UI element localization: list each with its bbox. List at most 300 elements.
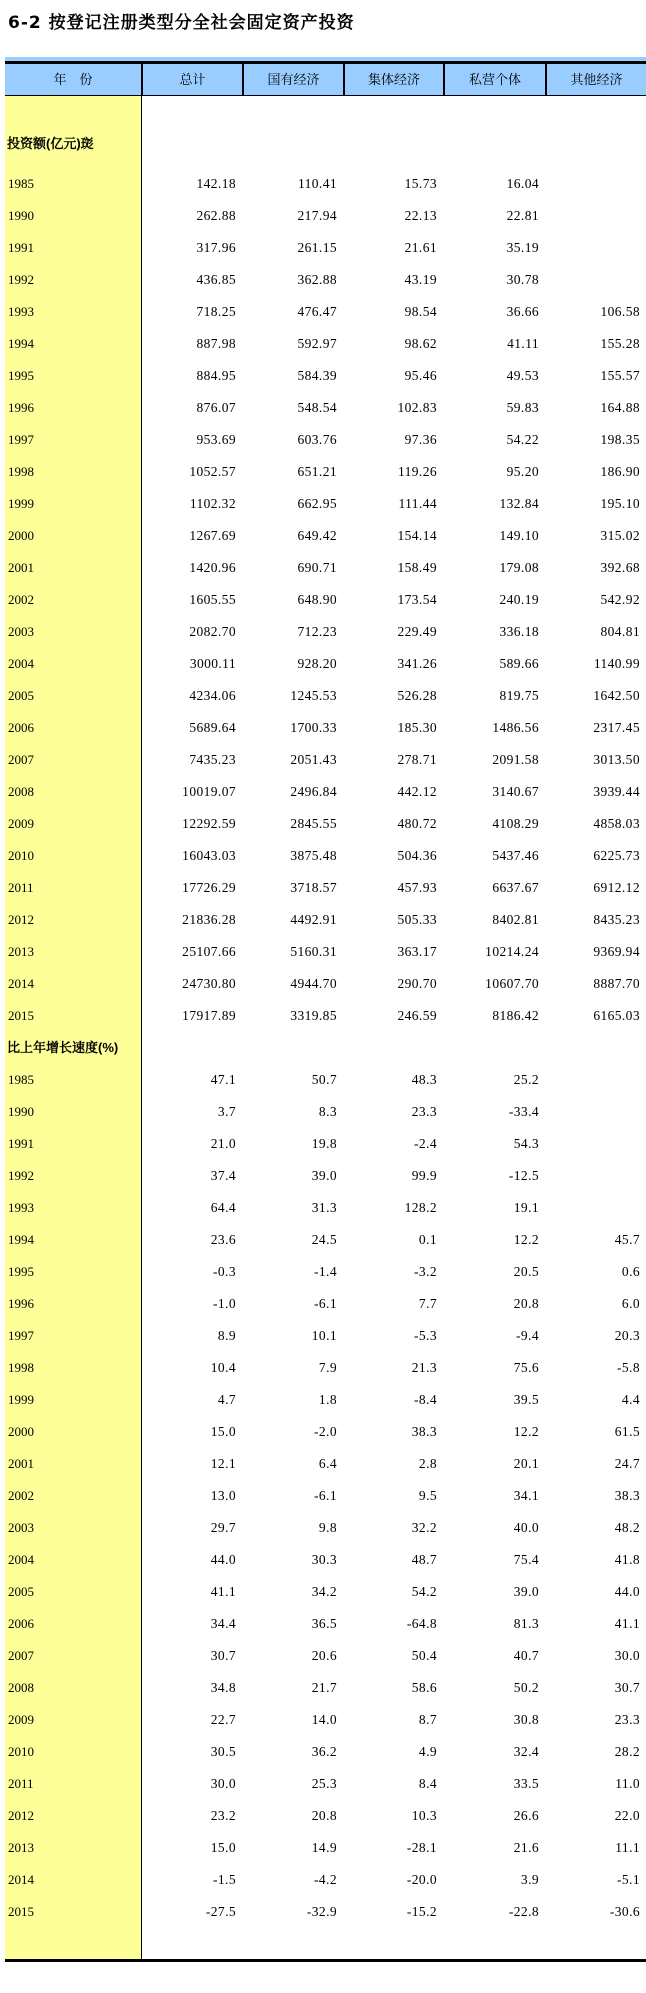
value-cell: 25.3 — [311, 1776, 337, 1791]
page-title: 6-2 按登记注册类型分全社会固定资产投资 — [8, 13, 355, 33]
value-cell: 651.21 — [297, 464, 337, 479]
value-cell: 164.88 — [600, 400, 640, 415]
table-row — [5, 424, 646, 456]
year-cell: 1999 — [8, 496, 34, 511]
value-cell: -12.5 — [508, 1168, 539, 1183]
value-cell: 278.71 — [397, 752, 437, 767]
year-cell: 2004 — [8, 656, 34, 671]
year-cell: 1995 — [8, 1264, 34, 1279]
value-cell: 20.5 — [513, 1264, 539, 1279]
value-cell: 155.28 — [600, 336, 640, 351]
value-cell: 1.8 — [318, 1392, 337, 1407]
table-row — [5, 232, 646, 264]
year-cell: 2013 — [8, 944, 34, 959]
value-cell: 21.6 — [513, 1840, 539, 1855]
value-cell: 23.3 — [411, 1104, 437, 1119]
value-cell: 99.9 — [411, 1168, 437, 1183]
value-cell: 4234.06 — [189, 688, 236, 703]
year-cell: 2005 — [8, 688, 34, 703]
value-cell: 95.46 — [404, 368, 437, 383]
value-cell: 179.08 — [499, 560, 539, 575]
value-cell: -30.6 — [609, 1904, 640, 1919]
value-cell: 30.5 — [210, 1744, 236, 1759]
value-cell: 10.1 — [311, 1328, 337, 1343]
table-row — [5, 1896, 646, 1928]
value-cell: 2082.70 — [189, 624, 236, 639]
value-cell: 3718.57 — [290, 880, 337, 895]
value-cell: 3000.11 — [189, 656, 236, 671]
value-cell: 64.4 — [210, 1200, 236, 1215]
value-cell: 32.4 — [513, 1744, 539, 1759]
value-cell: 10.3 — [411, 1808, 437, 1823]
value-cell: 36.2 — [311, 1744, 337, 1759]
value-cell: -5.1 — [617, 1872, 640, 1887]
value-cell: 49.53 — [506, 368, 539, 383]
value-cell: 336.18 — [499, 624, 539, 639]
value-cell: 505.33 — [397, 912, 437, 927]
value-cell: 58.6 — [411, 1680, 437, 1695]
year-cell: 2015 — [8, 1904, 34, 1919]
value-cell: 0.6 — [621, 1264, 640, 1279]
value-cell: 1267.69 — [189, 528, 236, 543]
value-cell: 589.66 — [499, 656, 539, 671]
value-cell: -3.2 — [414, 1264, 437, 1279]
value-cell: 4944.70 — [290, 976, 337, 991]
value-cell: 436.85 — [196, 272, 236, 287]
column-header-3: 集体经济 — [343, 64, 443, 95]
value-cell — [545, 264, 646, 296]
value-cell: 33.5 — [513, 1776, 539, 1791]
value-cell: 392.68 — [600, 560, 640, 575]
value-cell: 19.8 — [311, 1136, 337, 1151]
value-cell: 1102.32 — [189, 496, 236, 511]
value-cell: 12292.59 — [182, 816, 236, 831]
value-cell: 3140.67 — [492, 784, 539, 799]
value-cell: 41.1 — [210, 1584, 236, 1599]
value-cell: 48.3 — [411, 1072, 437, 1087]
value-cell: 10019.07 — [182, 784, 236, 799]
value-cell: 16043.03 — [182, 848, 236, 863]
table-row — [5, 936, 646, 968]
value-cell: 119.26 — [397, 464, 437, 479]
value-cell: 457.93 — [397, 880, 437, 895]
value-cell: 4492.91 — [290, 912, 337, 927]
year-cell: 2001 — [8, 560, 34, 575]
value-cell: 30.78 — [506, 272, 539, 287]
value-cell: 8.3 — [318, 1104, 337, 1119]
value-cell — [545, 1096, 646, 1128]
value-cell: 17917.89 — [182, 1008, 236, 1023]
value-cell: 34.2 — [311, 1584, 337, 1599]
table-row — [5, 1768, 646, 1800]
value-cell: -32.9 — [306, 1904, 337, 1919]
table-row — [5, 1800, 646, 1832]
value-cell: 6912.12 — [593, 880, 640, 895]
year-cell: 1993 — [8, 1200, 34, 1215]
column-header-0: 年 份 — [53, 71, 93, 87]
year-cell: 2007 — [8, 752, 34, 767]
value-cell: 7.7 — [418, 1296, 437, 1311]
value-cell: 1605.55 — [189, 592, 236, 607]
year-cell: 2006 — [8, 720, 34, 735]
year-cell: 2006 — [8, 1616, 34, 1631]
value-cell: 15.0 — [210, 1840, 236, 1855]
value-cell: 34.1 — [513, 1488, 539, 1503]
value-cell: -1.5 — [213, 1872, 236, 1887]
year-cell: 2001 — [8, 1456, 34, 1471]
year-cell: 2012 — [8, 1808, 34, 1823]
section-label: 投资额(亿元)珳 — [7, 136, 94, 151]
value-cell: 22.7 — [210, 1712, 236, 1727]
year-cell: 1997 — [8, 1328, 34, 1343]
value-cell: -33.4 — [508, 1104, 539, 1119]
value-cell: 21.61 — [404, 240, 437, 255]
value-cell: 21.0 — [210, 1136, 236, 1151]
value-cell: 1700.33 — [290, 720, 337, 735]
value-cell: 5689.64 — [189, 720, 236, 735]
value-cell: 47.1 — [210, 1072, 236, 1087]
value-cell: -1.4 — [314, 1264, 337, 1279]
value-cell: 12.2 — [513, 1424, 539, 1439]
year-cell: 1996 — [8, 1296, 34, 1311]
value-cell: 25107.66 — [182, 944, 236, 959]
year-cell: 1998 — [8, 1360, 34, 1375]
value-cell: 14.9 — [311, 1840, 337, 1855]
value-cell: 10.4 — [210, 1360, 236, 1375]
value-cell: 38.3 — [411, 1424, 437, 1439]
value-cell: 3.7 — [217, 1104, 236, 1119]
value-cell: 155.57 — [600, 368, 640, 383]
value-cell: 54.22 — [506, 432, 539, 447]
value-cell: 158.49 — [397, 560, 437, 575]
table-row — [5, 616, 646, 648]
value-cell: 6.0 — [621, 1296, 640, 1311]
value-cell: 504.36 — [397, 848, 437, 863]
value-cell: 30.0 — [614, 1648, 640, 1663]
value-cell: 30.7 — [210, 1648, 236, 1663]
value-cell: 98.54 — [404, 304, 437, 319]
value-cell: 154.14 — [397, 528, 437, 543]
value-cell: 128.2 — [404, 1200, 437, 1215]
value-cell: 804.81 — [600, 624, 640, 639]
value-cell: 603.76 — [297, 432, 337, 447]
year-cell: 2002 — [8, 1488, 34, 1503]
value-cell: 97.36 — [404, 432, 437, 447]
value-cell — [545, 1064, 646, 1096]
table-row — [5, 296, 646, 328]
column-header-1: 总计 — [141, 64, 242, 95]
value-cell: 39.5 — [513, 1392, 539, 1407]
value-cell: 20.8 — [513, 1296, 539, 1311]
value-cell: 21.3 — [411, 1360, 437, 1375]
spacer-row — [5, 1928, 646, 1959]
year-cell: 2008 — [8, 1680, 34, 1695]
value-cell: 4108.29 — [492, 816, 539, 831]
column-header-2: 国有经济 — [242, 64, 343, 95]
year-cell: 2003 — [8, 1520, 34, 1535]
table-row — [5, 1448, 646, 1480]
table-row — [5, 1128, 646, 1160]
year-cell: 2009 — [8, 1712, 34, 1727]
year-cell: 2014 — [8, 976, 34, 991]
value-cell: 884.95 — [196, 368, 236, 383]
value-cell: 6225.73 — [593, 848, 640, 863]
value-cell: 3875.48 — [290, 848, 337, 863]
value-cell: 40.0 — [513, 1520, 539, 1535]
value-cell: 718.25 — [196, 304, 236, 319]
value-cell: -27.5 — [205, 1904, 236, 1919]
value-cell: 442.12 — [397, 784, 437, 799]
value-cell: 34.4 — [210, 1616, 236, 1631]
value-cell: 21836.28 — [182, 912, 236, 927]
year-cell: 2008 — [8, 784, 34, 799]
year-cell: 1985 — [8, 1072, 34, 1087]
value-cell: -5.8 — [617, 1360, 640, 1375]
year-cell: 1985 — [8, 176, 34, 191]
value-cell: 50.4 — [411, 1648, 437, 1663]
year-cell: 1998 — [8, 464, 34, 479]
value-cell: 111.44 — [398, 496, 437, 511]
value-cell: 17726.29 — [182, 880, 236, 895]
value-cell: 246.59 — [397, 1008, 437, 1023]
value-cell: 81.3 — [513, 1616, 539, 1631]
value-cell: -20.0 — [406, 1872, 437, 1887]
value-cell: 20.8 — [311, 1808, 337, 1823]
table-row — [5, 872, 646, 904]
year-cell: 2009 — [8, 816, 34, 831]
value-cell: 31.3 — [311, 1200, 337, 1215]
table-row — [5, 1640, 646, 1672]
table-row — [5, 1608, 646, 1640]
table-row — [5, 1224, 646, 1256]
value-cell: 8402.81 — [492, 912, 539, 927]
value-cell: 45.7 — [614, 1232, 640, 1247]
section-label: 比上年增长速度(%) — [7, 1040, 119, 1055]
value-cell: -2.0 — [314, 1424, 337, 1439]
column-header-4: 私营个体 — [443, 64, 545, 95]
value-cell: 5160.31 — [290, 944, 337, 959]
table-row — [5, 1736, 646, 1768]
table-row — [5, 264, 646, 296]
value-cell: 50.2 — [513, 1680, 539, 1695]
value-cell: 0.1 — [418, 1232, 437, 1247]
value-cell: 24.5 — [311, 1232, 337, 1247]
column-header-5: 其他经济 — [545, 64, 646, 95]
value-cell: 819.75 — [499, 688, 539, 703]
value-cell: -28.1 — [406, 1840, 437, 1855]
value-cell: 24.7 — [614, 1456, 640, 1471]
year-cell: 2004 — [8, 1552, 34, 1567]
value-cell: 548.54 — [297, 400, 337, 415]
value-cell: 592.97 — [297, 336, 337, 351]
value-cell: 29.7 — [210, 1520, 236, 1535]
value-cell: 3319.85 — [290, 1008, 337, 1023]
table-row — [5, 1192, 646, 1224]
value-cell: 2496.84 — [290, 784, 337, 799]
value-cell: 102.83 — [397, 400, 437, 415]
value-cell: 75.4 — [513, 1552, 539, 1567]
value-cell: 6637.67 — [492, 880, 539, 895]
value-cell: 30.0 — [210, 1776, 236, 1791]
value-cell: 12.2 — [513, 1232, 539, 1247]
value-cell: 106.58 — [600, 304, 640, 319]
table-row — [5, 1576, 646, 1608]
table-row — [5, 1704, 646, 1736]
table-row — [5, 1256, 646, 1288]
value-cell: 59.83 — [506, 400, 539, 415]
value-cell: 9369.94 — [593, 944, 640, 959]
value-cell: 2051.43 — [290, 752, 337, 767]
value-cell: 30.7 — [614, 1680, 640, 1695]
value-cell: 22.13 — [404, 208, 437, 223]
table-row — [5, 1480, 646, 1512]
year-cell: 2011 — [8, 1776, 34, 1791]
value-cell: 30.3 — [311, 1552, 337, 1567]
value-cell: -22.8 — [508, 1904, 539, 1919]
value-cell — [545, 168, 646, 200]
table-row — [5, 904, 646, 936]
value-cell: 22.81 — [506, 208, 539, 223]
year-cell: 1994 — [8, 336, 34, 351]
value-cell: -2.4 — [414, 1136, 437, 1151]
table-row — [5, 1352, 646, 1384]
table-row — [5, 200, 646, 232]
value-cell: 142.18 — [196, 176, 236, 191]
value-cell: -0.3 — [213, 1264, 236, 1279]
value-cell: 173.54 — [397, 592, 437, 607]
value-cell: 317.96 — [196, 240, 236, 255]
value-cell: 1420.96 — [189, 560, 236, 575]
value-cell: 22.0 — [614, 1808, 640, 1823]
value-cell: 39.0 — [513, 1584, 539, 1599]
value-cell — [545, 1192, 646, 1224]
value-cell: 11.0 — [615, 1776, 640, 1791]
value-cell: 480.72 — [397, 816, 437, 831]
table-body — [5, 96, 646, 1959]
value-cell: 315.02 — [600, 528, 640, 543]
value-cell: 7435.23 — [189, 752, 236, 767]
value-cell: 876.07 — [196, 400, 236, 415]
value-cell: 584.39 — [297, 368, 337, 383]
value-cell: 1052.57 — [189, 464, 236, 479]
year-cell: 1995 — [8, 368, 34, 383]
value-cell: 39.0 — [311, 1168, 337, 1183]
value-cell: 5437.46 — [492, 848, 539, 863]
year-cell: 2002 — [8, 592, 34, 607]
value-cell: 6.4 — [318, 1456, 337, 1471]
year-cell: 2007 — [8, 1648, 34, 1663]
value-cell: 110.41 — [297, 176, 337, 191]
value-cell: 15.73 — [404, 176, 437, 191]
value-cell: 54.3 — [513, 1136, 539, 1151]
year-cell: 2010 — [8, 848, 34, 863]
year-cell: 1992 — [8, 272, 34, 287]
section-label-row — [5, 1032, 646, 1064]
table-row — [5, 1672, 646, 1704]
value-cell — [545, 200, 646, 232]
value-cell — [545, 1128, 646, 1160]
year-cell: 1991 — [8, 240, 34, 255]
value-cell: 149.10 — [499, 528, 539, 543]
value-cell: 195.10 — [600, 496, 640, 511]
table-row — [5, 840, 646, 872]
value-cell: -15.2 — [406, 1904, 437, 1919]
value-cell: -6.1 — [314, 1296, 337, 1311]
year-cell: 2010 — [8, 1744, 34, 1759]
table-row — [5, 584, 646, 616]
value-cell: 290.70 — [397, 976, 437, 991]
value-cell: 1140.99 — [593, 656, 640, 671]
value-cell: 526.28 — [397, 688, 437, 703]
table-row — [5, 1544, 646, 1576]
value-cell: 41.1 — [614, 1616, 640, 1631]
value-cell: 2.8 — [418, 1456, 437, 1471]
value-cell: 4.4 — [621, 1392, 640, 1407]
value-cell: -5.3 — [414, 1328, 437, 1343]
value-cell: 928.20 — [297, 656, 337, 671]
table-row — [5, 1160, 646, 1192]
table-row — [5, 776, 646, 808]
value-cell: 9.5 — [418, 1488, 437, 1503]
value-cell: 20.3 — [614, 1328, 640, 1343]
year-cell: 1996 — [8, 400, 34, 415]
value-cell: 648.90 — [297, 592, 337, 607]
value-cell: 9.8 — [318, 1520, 337, 1535]
value-cell: 15.0 — [210, 1424, 236, 1439]
value-cell: 185.30 — [397, 720, 437, 735]
value-cell: 1486.56 — [492, 720, 539, 735]
year-cell: 2015 — [8, 1008, 34, 1023]
value-cell: 36.5 — [311, 1616, 337, 1631]
value-cell: 186.90 — [600, 464, 640, 479]
table-row — [5, 456, 646, 488]
table-row — [5, 1864, 646, 1896]
value-cell: 41.11 — [507, 336, 539, 351]
value-cell: 28.2 — [614, 1744, 640, 1759]
year-cell: 1994 — [8, 1232, 34, 1247]
table-row — [5, 1320, 646, 1352]
value-cell: 217.94 — [297, 208, 337, 223]
year-cell: 1990 — [8, 208, 34, 223]
value-cell: 7.9 — [318, 1360, 337, 1375]
value-cell: 24730.80 — [182, 976, 236, 991]
value-cell: 262.88 — [196, 208, 236, 223]
value-cell: 8887.70 — [593, 976, 640, 991]
value-cell: 8.9 — [217, 1328, 236, 1343]
table-row — [5, 1000, 646, 1032]
table-row — [5, 392, 646, 424]
value-cell — [545, 232, 646, 264]
value-cell: 363.17 — [397, 944, 437, 959]
value-cell: 37.4 — [210, 1168, 236, 1183]
value-cell: 953.69 — [196, 432, 236, 447]
year-cell: 2012 — [8, 912, 34, 927]
value-cell: 43.19 — [404, 272, 437, 287]
value-cell: 13.0 — [210, 1488, 236, 1503]
value-cell: 48.2 — [614, 1520, 640, 1535]
value-cell: 98.62 — [404, 336, 437, 351]
table-row — [5, 1288, 646, 1320]
table-row — [5, 520, 646, 552]
value-cell: 10607.70 — [485, 976, 539, 991]
value-cell: 662.95 — [297, 496, 337, 511]
value-cell: 25.2 — [513, 1072, 539, 1087]
value-cell: -64.8 — [406, 1616, 437, 1631]
year-cell: 2011 — [8, 880, 34, 895]
value-cell: 34.8 — [210, 1680, 236, 1695]
value-cell: 20.1 — [513, 1456, 539, 1471]
value-cell: 95.20 — [506, 464, 539, 479]
